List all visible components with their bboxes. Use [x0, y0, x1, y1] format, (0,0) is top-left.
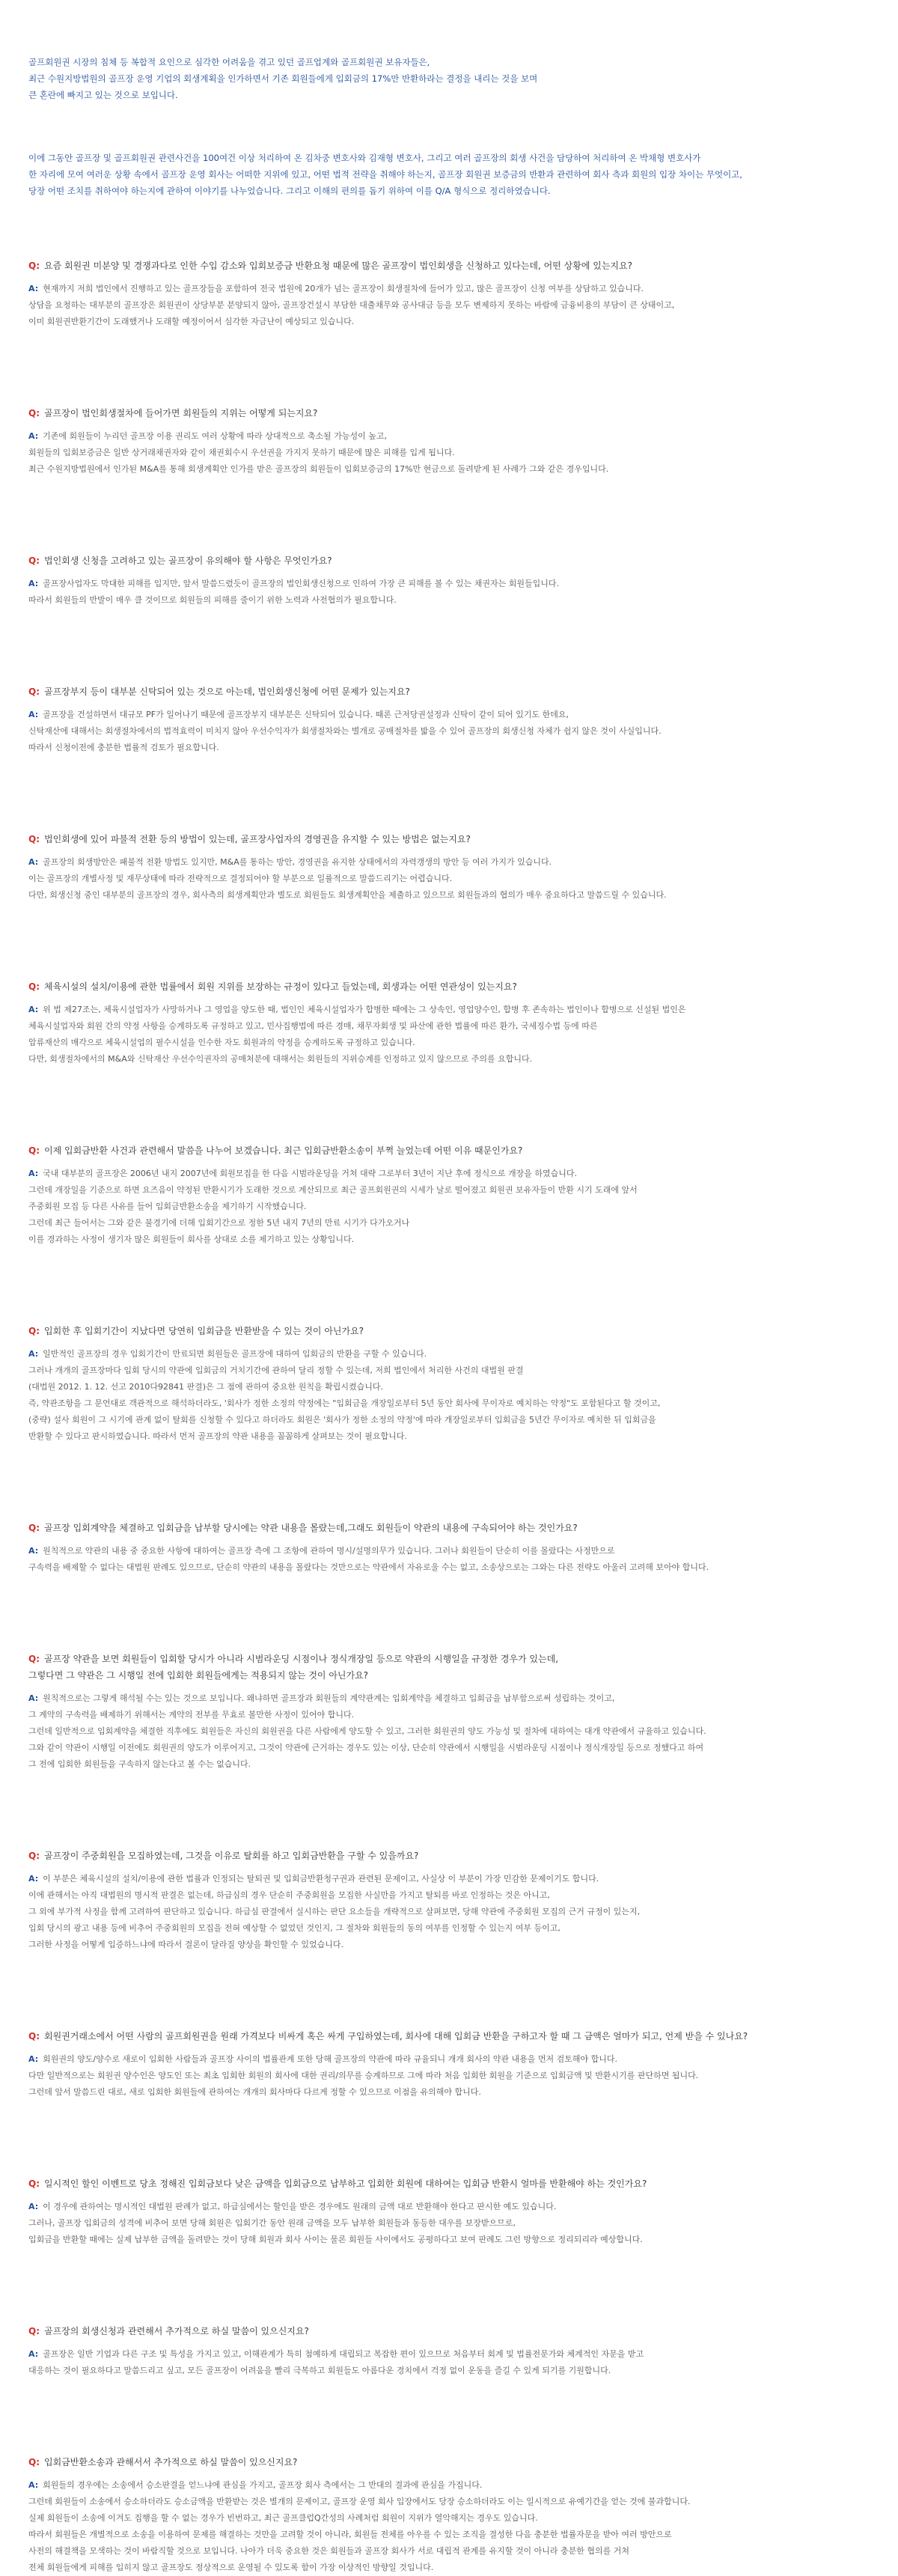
answer-line	[28, 428, 870, 445]
answer-line: 최근 수원지방법원에서 인가된 M&A를 통해 회생계획안 인가를 받은 골프장의 회원들이 입회보증금의 17%만 현금으로 돌려받게 된 사례가 그와 같은 경우입니다.	[28, 464, 609, 474]
answer-mark-label: A:	[28, 710, 39, 719]
answer-line	[28, 854, 870, 871]
answer-text: 이 부분은 체육시설의 설치/이용에 관한 법률과 인정되는 탈퇴권 및 입회금반환청구권과 관련된 문제이고, 사실상 이 부분이 가장 민감한 문제이기도 합니다.	[43, 1874, 599, 1884]
answer-line: 사전의 해결책을 모색하는 것이 바람직할 것으로 보입니다. 나아가 더욱 중요한 것은 회원들과 골프장 회사가 서로 대립적 관계를 유지할 것이 아니라 충분한 협의를 거쳐	[28, 2546, 629, 2556]
answer-line: 즉, 약관조항을 그 문언대로 객관적으로 해석하더라도, '회사가 정한 소정의 약정에는 "입회금을 개장일로부터 5년 동안 회사에 무이자로 예치하는 약정"도 포함된다고 할 것이고,	[28, 1398, 661, 1408]
question	[28, 1651, 870, 1684]
question	[28, 683, 870, 700]
answer	[28, 707, 870, 756]
answer-line: 그 계약의 구속력을 배제하기 위해서는 계약의 전부를 무효로 볼만한 사정이 있어야 합니다.	[28, 1710, 355, 1720]
answer	[28, 2051, 870, 2101]
answer-line: (중략) 설사 회원이 그 시기에 관계 없이 탈회를 신청할 수 있다고 하더라도 회원은 '회사가 정한 소정의 약정'에 따라 개장일로부터 입회금을 5년간 무이자로 예치한 뒤 입회금을	[28, 1415, 656, 1425]
answer	[28, 2199, 870, 2248]
answer	[28, 1871, 870, 1953]
qa-list	[28, 258, 870, 2576]
question-text: 골프장의 회생신청과 관련해서 추가적으로 하실 말씀이 있으신지요?	[44, 2326, 309, 2336]
answer-mark-label: A:	[28, 1693, 39, 1703]
answer	[28, 428, 870, 478]
question	[28, 1142, 870, 1159]
answer-line: 입회 당시의 광고 내용 등에 비추어 주중회원의 모집을 전혀 예상할 수 없었던 것인지, 그 절차와 회원들의 동의 여부를 인정할 수 있는지 여부 등이고,	[28, 1923, 561, 1933]
question	[28, 405, 870, 421]
answer-line: 그런데 최근 들어서는 그와 같은 불경기에 더해 입회기간으로 정한 5년 내지 7년의 만료 시기가 다가오거나	[28, 1218, 410, 1228]
answer-line	[28, 1871, 870, 1887]
intro-paragraph-2	[28, 150, 870, 199]
answer-line: 따라서 회원들의 반발이 매우 클 것이므로 회원들의 피해를 줄이기 위한 노력과 사전협의가 필요합니다.	[28, 595, 397, 605]
qa-item	[28, 2454, 870, 2576]
answer-line: 주중회원 모집 등 다른 사유를 들어 입회금반환소송을 제기하기 시작했습니다.	[28, 1202, 307, 1211]
answer-line: 그런데 회원들이 소송에서 승소하더라도 승소금액을 반환받는 것은 별개의 문제이고, 골프장 운영 회사 입장에서도 당장 승소하더라도 이는 일시적으로 유예기간을 얻는 것에 불과합니다.	[28, 2497, 691, 2506]
question	[28, 1323, 870, 1339]
qa-item	[28, 831, 870, 904]
intro-line: 최근 수원지방법원의 골프장 운영 기업의 회생계획을 인가하면서 기존 회원들에게 입회금의 17%만 반환하라는 결정을 내리는 것을 보며	[28, 73, 538, 84]
answer-mark-label: A:	[28, 1349, 39, 1359]
answer-mark-label: A:	[28, 2480, 39, 2490]
answer-line: 그런데 개장일을 기준으로 하면 요즈음이 약정된 반환시기가 도래한 것으로 계산되므로 최근 골프회원권의 시세가 날로 떨어졌고 회원권 보유자들이 반환 시기 도래에 앞서	[28, 1185, 638, 1195]
answer-line: 그러나 개개의 골프장마다 입회 당시의 약관에 입회금의 거치기간에 관하여 달리 정할 수 있는데, 저희 법인에서 처리한 사건의 대법원 판결	[28, 1365, 524, 1375]
answer-line: 따라서 회원들은 개별적으로 소송을 이용하여 문제를 해결하는 것만을 고려할 것이 아니라, 회원들 전체를 아우를 수 있는 조직을 결성한 다음 충분한 법률자문을 받아 여러 방안으로	[28, 2530, 672, 2539]
question-mark-label: Q:	[28, 686, 40, 697]
qa-item	[28, 552, 870, 609]
intro-section	[28, 54, 870, 199]
question	[28, 831, 870, 847]
question-mark-label: Q:	[28, 1145, 40, 1156]
question-mark-label: Q:	[28, 1326, 40, 1336]
answer	[28, 1002, 870, 1068]
question-text: 이제 입회금반환 사건과 관련해서 말씀을 나누어 보겠습니다. 최근 입회금반환소송이 부쩍 늘었는데 어떤 이유 때문인가요?	[44, 1145, 523, 1156]
answer	[28, 1690, 870, 1773]
answer-line: 실제 회원들이 소송에 이겨도 집행을 할 수 없는 경우가 빈번하고, 최근 골프클럽Q간성의 사례처럼 회원이 지위가 열악해지는 경우도 있습니다.	[28, 2513, 538, 2523]
answer-line: 따라서 신청이전에 충분한 법률적 검토가 필요합니다.	[28, 743, 219, 752]
question-text: 체육시설의 설치/이용에 관한 법률에서 회원 지위를 보장하는 규정이 있다고 들었는데, 회생과는 어떤 연관성이 있는지요?	[44, 981, 517, 992]
answer-line: 입회금을 반환할 때에는 실제 납부한 금액을 돌려받는 것이 당해 회원과 회사 사이는 물론 회원들 사이에서도 공평하다고 보여 판례도 그런 방향으로 정리되리라 예상합니다.	[28, 2235, 643, 2244]
answer-line: 다만, 회생신청 중인 대부분의 골프장의 경우, 회사측의 회생계획안과 별도로 회원들도 회생계획안을 제출하고 있으므로 회원들과의 협의가 매우 중요하다고 말씀드릴 수 있습니다.	[28, 890, 667, 900]
answer-text: 이 경우에 관하여는 명시적인 대법원 판례가 없고, 하급심에서는 할인을 받은 경우에도 원래의 금액 대로 반환해야 한다고 판시한 예도 있습니다.	[43, 2202, 557, 2211]
answer-line	[28, 2346, 870, 2363]
question-mark-label: Q:	[28, 2326, 40, 2336]
answer-mark-label: A:	[28, 2054, 39, 2064]
question-mark-label: Q:	[28, 555, 40, 566]
answer-line: 그런데 일반적으로 입회계약을 체결한 직후에도 회원들은 자신의 회원권을 다른 사람에게 양도할 수 있고, 그러한 회원권의 양도 가능성 및 절차에 대하여는 대개 약관에서 규율하고 있습니다.	[28, 1726, 706, 1736]
question	[28, 978, 870, 995]
question-mark-label: Q:	[28, 1654, 40, 1664]
question-text: 골프장이 주중회원을 모집하였는데, 그것을 이유로 탈회를 하고 입회금반환을 구할 수 있을까요?	[44, 1851, 419, 1861]
qa-item	[28, 683, 870, 756]
answer-line	[28, 1346, 870, 1362]
answer-text: 원칙적으로 약관의 내용 중 중요한 사항에 대하여는 골프장 측에 그 조항에 관하여 명시/설명의무가 있습니다. 그러나 회원들이 단순히 이를 몰랐다는 사정만으로	[43, 1546, 615, 1556]
answer-line: 그런데 앞서 말씀드린 대로, 새로 입회한 회원들에 관하여는 개개의 회사마다 다르게 정할 수 있으므로 이점을 유의해야 합니다.	[28, 2087, 481, 2097]
qa-item	[28, 2028, 870, 2101]
answer-line: 압류재산의 매각으로 체육시설업의 필수시설을 인수한 자도 회원과의 약정을 승계하도록 규정하고 있습니다.	[28, 1038, 415, 1047]
answer-line: 그러한 사정을 어떻게 입증하느냐에 따라서 결론이 달라질 양상을 확인할 수 있었습니다.	[28, 1940, 343, 1949]
qa-item	[28, 1848, 870, 1953]
question	[28, 2175, 870, 2192]
answer	[28, 1346, 870, 1445]
answer-line	[28, 576, 870, 592]
answer-mark-label: A:	[28, 1005, 39, 1014]
answer-line	[28, 281, 870, 297]
answer-text: 기존에 회원들이 누리던 골프장 이용 권리도 여러 상황에 따라 상대적으로 축소될 가능성이 높고,	[43, 431, 387, 441]
question-mark-label: Q:	[28, 1851, 40, 1861]
question-text: 일시적인 할인 이벤트로 당초 정해진 입회금보다 낮은 금액을 입회금으로 납부하고 입회한 회원에 대하여는 입회금 반환시 얼마를 반환해야 하는 것인가요?	[44, 2178, 647, 2189]
qa-item	[28, 1323, 870, 1445]
question-mark-label: Q:	[28, 2457, 40, 2467]
answer-line: 그 전에 입회한 회원들을 구속하지 않는다고 볼 수는 없습니다.	[28, 1759, 251, 1769]
qa-item	[28, 1651, 870, 1773]
intro-line: 골프회원권 시장의 침체 등 복합적 요인으로 심각한 어려움을 겪고 있던 골프업계와 골프회원권 보유자들은,	[28, 57, 430, 67]
question-mark-label: Q:	[28, 834, 40, 844]
qa-item	[28, 1142, 870, 1248]
answer-line: 이미 회원권반환기간이 도래했거나 도래할 예정이어서 심각한 자금난이 예상되고 있습니다.	[28, 317, 355, 326]
answer-mark-label: A:	[28, 1546, 39, 1556]
answer-text: 골프장사업자도 막대한 피해를 입지만, 앞서 말씀드렸듯이 골프장의 법인회생신청으로 인하여 가장 큰 피해를 볼 수 있는 채권자는 회원들입니다.	[43, 579, 559, 588]
answer-text: 골프장을 건설하면서 대규모 PF가 일어나기 때문에 골프장부지 대부분은 신탁되어 있습니다. 때론 근저당권설정과 신탁이 같이 되어 있기도 한데요,	[43, 710, 569, 719]
answer-line: 이는 골프장의 개별사정 및 재무상태에 따라 전략적으로 결정되어야 할 부분으로 일률적으로 말씀드리기는 어렵습니다.	[28, 874, 453, 883]
answer-mark-label: A:	[28, 431, 39, 441]
question	[28, 2454, 870, 2470]
answer-text: 현재까지 저희 법인에서 진행하고 있는 골프장들을 포함하여 전국 법원에 20개가 넘는 골프장이 회생절차에 들어가 있고, 많은 골프장이 신청 여부를 상담하고 있습니다.	[43, 284, 644, 293]
question-text: 입회한 후 입회기간이 지났다면 당연히 입회금을 반환받을 수 있는 것이 아닌가요?	[44, 1326, 364, 1336]
answer-line: 이를 경과하는 사정이 생기자 많은 회원들이 회사를 상대로 소를 제기하고 있는 상황입니다.	[28, 1234, 355, 1244]
question	[28, 1520, 870, 1536]
answer	[28, 854, 870, 904]
question-text: 법인회생에 있어 파불적 전환 등의 방법이 있는데, 골프장사업자의 경영권을 유지할 수 있는 방법은 없는지요?	[44, 834, 471, 844]
answer-mark-label: A:	[28, 2202, 39, 2211]
question-text: 회원권거래소에서 어떤 사람의 골프회원권을 원래 가격보다 비싸게 혹은 싸게 구입하였는데, 회사에 대해 입회금 반환을 구하고자 할 때 그 금액은 얼마가 되고, 언제 받을 수 있나요?	[44, 2031, 748, 2041]
answer-mark-label: A:	[28, 1874, 39, 1884]
question	[28, 552, 870, 569]
answer	[28, 576, 870, 609]
answer-text: 골프장은 일반 기업과 다른 구조 및 특성을 가지고 있고, 이해관계가 특히 첨예하게 대립되고 복잡한 편이 있으므로 처음부터 회계 및 법률전문가와 체계적인 자문을 받고	[43, 2349, 644, 2359]
answer-line: 이에 관해서는 아직 대법원의 명시적 판결은 없는데, 하급심의 경우 단순히 주중회원을 모집한 사실만을 가지고 탈퇴를 바로 인정하는 것은 아니고,	[28, 1890, 550, 1900]
answer-line	[28, 2477, 870, 2494]
question-text: 골프장부지 등이 대부분 신탁되어 있는 것으로 아는데, 법인회생신청에 어떤 문제가 있는지요?	[44, 686, 410, 697]
answer-line: 그 외에 부가적 사정을 함께 고려하여 판단하고 있습니다. 하급심 판결에서 실시하는 판단 요소들을 개략적으로 살펴보면, 당해 약관에 주중회원 모집의 근거 규정이 있는지,	[28, 1907, 641, 1916]
question-text: 골프장 약관을 보면 회원들이 입회할 당시가 아니라 시범라운딩 시점이나 정식개장일 등으로 약관의 시행일을 규정한 경우가 있는데,	[44, 1654, 559, 1664]
answer-mark-label: A:	[28, 857, 39, 867]
answer-line: 회원들의 입회보증금은 일반 상거래채권자와 같이 채권회수시 우선권을 가지지 못하기 때문에 많은 피해를 입게 됩니다.	[28, 448, 455, 457]
intro-line: 한 자리에 모여 여러운 상황 속에서 골프장 운영 회사는 어떠한 지위에 있고, 어떤 법적 전략을 취해야 하는지, 골프장 회원권 보증금의 반환과 관련하여 회사 측과 회원의 입장 차이는 무엇이고,	[28, 169, 742, 180]
question-mark-label: Q:	[28, 1523, 40, 1533]
qa-item	[28, 2175, 870, 2248]
qa-item	[28, 405, 870, 478]
answer-line	[28, 1543, 870, 1559]
answer-line: 구속력을 배제할 수 없다는 대법원 판례도 있으므로, 단순히 약관의 내용을 몰랐다는 것만으로는 약관에서 자유로울 수는 없고, 소송상으로는 그와는 다른 전략도 아울러 고려해 보아야 합니다.	[28, 1562, 709, 1572]
answer-mark-label: A:	[28, 2349, 39, 2359]
answer	[28, 1166, 870, 1248]
answer-line: 전체 회원들에게 피해를 입히지 않고 골프장도 정상적으로 운영될 수 있도록 함이 가장 이상적인 방향일 것입니다.	[28, 2563, 434, 2572]
answer-text: 회원들의 경우에는 소송에서 승소판결을 얻느냐에 관심을 가지고, 골프장 회사 측에서는 그 반대의 결과에 관심을 가집니다.	[43, 2480, 483, 2490]
answer-line	[28, 2199, 870, 2215]
question-text: 골프장 입회계약을 체결하고 입회금을 납부할 당시에는 약관 내용을 몰랐는데,그래도 회원들이 약관의 내용에 구속되어야 하는 것인가요?	[44, 1523, 578, 1533]
qa-item	[28, 2323, 870, 2379]
answer-line	[28, 1690, 870, 1707]
question-text-continued: 그렇다면 그 약관은 그 시행일 전에 입회한 회원들에게는 적용되지 않는 것이 아닌가요?	[28, 1670, 369, 1681]
answer-text: 위 법 제27조는, 체육시설업자가 사망하거나 그 영업을 양도한 때, 법인인 체육시설업자가 합병한 때에는 그 상속인, 영업양수인, 합병 후 존속하는 법인이나 합병으로 신설된 법인은	[43, 1005, 686, 1014]
answer	[28, 2477, 870, 2576]
qa-item	[28, 978, 870, 1068]
answer-line: 체육시설업자와 회원 간의 약정 사항을 승계하도록 규정하고 있고, 민사집행법에 따른 경매, 채무자회생 및 파산에 관한 법률에 따른 환가, 국세징수법 등에 따른	[28, 1021, 598, 1031]
question	[28, 2323, 870, 2339]
answer-line: 다만, 회생절차에서의 M&A와 신탁재산 우선수익권자의 공매처분에 대해서는 회원들의 지위승계를 인정하고 있지 않으므로 주의를 요합니다.	[28, 1054, 533, 1064]
answer	[28, 2346, 870, 2379]
answer-line: (대법원 2012. 1. 12. 선고 2010다92841 판결)은 그 점에 관하여 중요한 원칙을 확립시켰습니다.	[28, 1382, 384, 1392]
answer-text: 원칙적으로는 그렇게 해석될 수는 있는 것으로 보입니다. 왜냐하면 골프장과 회원들의 계약관계는 입회계약을 체결하고 입회금을 납부함으로써 성립하는 것이고,	[43, 1693, 615, 1703]
answer-line	[28, 1002, 870, 1018]
answer	[28, 281, 870, 330]
question-text: 골프장이 법인회생절차에 들어가면 회원들의 지위는 어떻게 되는지요?	[44, 408, 318, 418]
answer-text: 일반적인 골프장의 경우 입회기간이 만료되면 회원들은 골프장에 대하여 입회금의 반환을 구할 수 있습니다.	[43, 1349, 427, 1359]
question-mark-label: Q:	[28, 2178, 40, 2189]
answer-line	[28, 2051, 870, 2068]
question-text: 법인회생 신청을 고려하고 있는 골프장이 유의해야 할 사항은 무엇인가요?	[44, 555, 332, 566]
question-text: 요즘 회원권 미분양 및 경쟁과다로 인한 수입 감소와 입회보증금 반환요청 때문에 많은 골프장이 법인회생을 신청하고 있다는데, 어떤 상황에 있는지요?	[44, 261, 632, 271]
answer-mark-label: A:	[28, 284, 39, 293]
answer-line: 그와 같이 약관이 시행일 이전에도 회원권의 양도가 이루어지고, 그것이 약관에 근거하는 경우도 있는 이상, 단순히 약관에서 시행일을 시범라운딩 시점이나 정식개장일 등으로 정했다고 하여	[28, 1743, 704, 1753]
answer	[28, 1543, 870, 1576]
question-mark-label: Q:	[28, 2031, 40, 2041]
answer-line: 다만 일반적으로는 회원권 양수인은 양도인 또는 최초 입회한 회원의 회사에 대한 권리/의무를 승계하므로 그에 따라 처음 입회한 회원을 기준으로 입회금액 및 반환시기를 판단하면 됩니다.	[28, 2071, 699, 2080]
intro-line: 당장 어떤 조치를 취하여야 하는지에 관하여 이야기를 나누었습니다. 그리고 이해의 편의를 돕기 위하여 이를 Q/A 형식으로 정리하였습니다.	[28, 186, 551, 196]
intro-paragraph-1	[28, 54, 870, 103]
qa-item	[28, 258, 870, 330]
qa-item	[28, 1520, 870, 1576]
answer-line: 그러나, 골프장 입회금의 성격에 비추어 보면 당해 회원은 입회기간 동안 원래 금액을 모두 납부한 회원들과 동등한 대우를 보장받으므로,	[28, 2218, 516, 2228]
answer-line: 대응하는 것이 필요하다고 말씀드리고 싶고, 모든 골프장이 어려움을 빨리 극복하고 회원들도 아름다운 경치에서 걱정 없이 운동을 즐길 수 있게 되기를 기원합니다.	[28, 2366, 611, 2375]
question	[28, 1848, 870, 1864]
answer-line	[28, 1166, 870, 1182]
answer-line: 상담을 요청하는 대부분의 골프장은 회원권이 상당부분 분양되지 않아, 골프장건설시 부담한 대출채무와 공사대금 등을 모두 변제하지 못하는 바람에 금융비용의 부담이 큰 상태이고,	[28, 300, 675, 310]
answer-line: 신탁재산에 대해서는 회생절차에서의 법적효력이 미치지 않아 우선수익자가 회생절차와는 별개로 공매절차를 밟을 수 있어 골프장의 회생신청 자체가 쉽지 않은 것이 사실입니다.	[28, 726, 662, 736]
question-mark-label: Q:	[28, 981, 40, 992]
answer-mark-label: A:	[28, 1169, 39, 1178]
intro-line: 이에 그동안 골프장 및 골프회원권 관련사건을 100여건 이상 처리하여 온 김차중 변호사와 김재형 변호사, 그리고 여러 골프장의 회생 사건을 담당하여 처리하여 온 박채형 변호사가	[28, 153, 701, 163]
answer-line	[28, 707, 870, 723]
intro-line: 큰 혼란에 빠지고 있는 것으로 보입니다.	[28, 90, 178, 100]
question-mark-label: Q:	[28, 408, 40, 418]
answer-text: 국내 대부분의 골프장은 2006년 내지 2007년에 회원모집을 한 다음 시범라운딩을 거쳐 대략 그로부터 3년이 지난 후에 정식으로 개장을 하였습니다.	[43, 1169, 577, 1178]
question	[28, 2028, 870, 2044]
question	[28, 258, 870, 274]
answer-text: 골프장의 회생방안은 패불적 전환 방법도 있지만, M&A를 통하는 방안, 경영권을 유지한 상태에서의 자력갱생의 방안 등 여러 가지가 있습니다.	[43, 857, 552, 867]
question-mark-label: Q:	[28, 261, 40, 271]
answer-mark-label: A:	[28, 579, 39, 588]
answer-text: 회원권의 양도/양수로 새로이 입회한 사람들과 골프장 사이의 법률관계 또한 당해 골프장의 약관에 따라 규율되니 개개 회사의 약관 내용을 먼저 검토해야 합니다.	[43, 2054, 617, 2064]
question-text: 입회금반환소송과 관해서서 추가적으로 하실 말씀이 있으신지요?	[44, 2457, 298, 2467]
answer-line: 반환할 수 있다고 판시하였습니다. 따라서 먼저 골프장의 약관 내용을 꼼꼼하게 살펴보는 것이 필요합니다.	[28, 1431, 407, 1441]
